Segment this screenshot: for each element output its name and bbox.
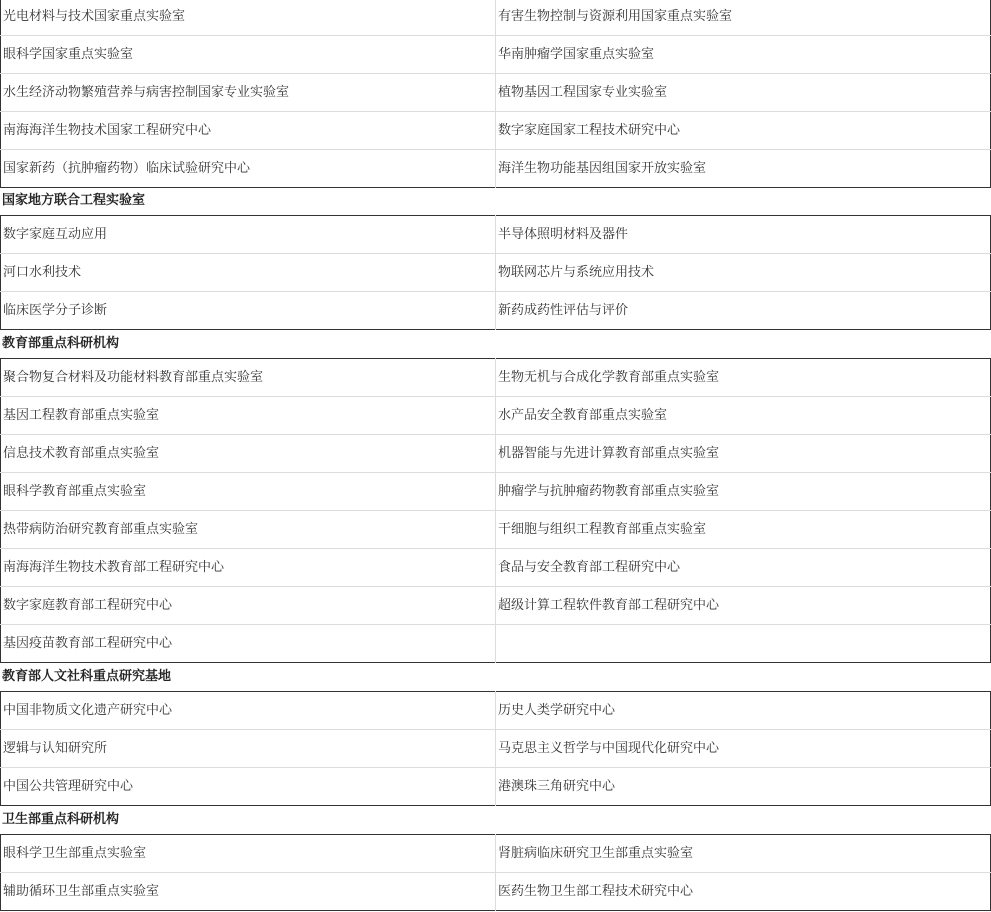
section-heading: 国家地方联合工程实验室 [2,193,146,208]
table-row [1,768,991,806]
section-joint-engineering-labs-table [0,215,991,330]
table-cell: 眼科学教育部重点实验室 [1,473,496,511]
table-cell: 物联网芯片与系统应用技术 [496,254,991,292]
section-heading: 教育部重点科研机构 [2,336,120,351]
table-cell: 热带病防治研究教育部重点实验室 [1,511,496,549]
table-cell: 光电材料与技术国家重点实验室 [1,0,496,36]
table-row [1,397,991,435]
section-heading: 教育部人文社科重点研究基地 [2,669,172,684]
table-row [1,216,991,254]
table-cell: 中国公共管理研究中心 [1,768,496,806]
table-cell: 数字家庭互动应用 [1,216,496,254]
table-row [1,150,991,188]
table-row [1,435,991,473]
table-cell: 水产品安全教育部重点实验室 [496,397,991,435]
table-row [1,692,991,730]
table-cell: 眼科学卫生部重点实验室 [1,835,496,873]
table-cell: 基因工程教育部重点实验室 [1,397,496,435]
table-cell: 水生经济动物繁殖营养与病害控制国家专业实验室 [1,74,496,112]
section-moe-key-research-table [0,358,991,663]
table-cell: 南海海洋生物技术国家工程研究中心 [1,112,496,150]
table-cell: 国家新药（抗肿瘤药物）临床试验研究中心 [1,150,496,188]
table-cell: 新药成药性评估与评价 [498,303,629,318]
section-moh-key-research-table [0,834,991,911]
table-cell: 有害生物控制与资源利用国家重点实验室 [496,0,991,36]
table-row [1,254,991,292]
table-cell: 逻辑与认知研究所 [1,730,496,768]
table-row [1,36,991,74]
table-cell: 信息技术教育部重点实验室 [1,435,496,473]
table-cell: 河口水利技术 [1,254,496,292]
table-row [1,625,991,663]
table-cell: 半导体照明材料及器件 [496,216,991,254]
table-cell: 临床医学分子诊断 [1,292,496,330]
table-row [1,730,991,768]
table-row [1,74,991,112]
table-cell: 超级计算工程软件教育部工程研究中心 [496,587,991,625]
table-cell: 数字家庭国家工程技术研究中心 [496,112,991,150]
table-cell: 海洋生物功能基因组国家开放实验室 [498,161,707,176]
table-row [1,359,991,397]
table-cell: 华南肿瘤学国家重点实验室 [496,36,991,74]
table-cell: 南海海洋生物技术教育部工程研究中心 [1,549,496,587]
table-cell: 历史人类学研究中心 [496,692,991,730]
table-row [1,549,991,587]
table-row [1,0,991,36]
table-cell-empty [496,625,991,663]
table-cell: 数字家庭教育部工程研究中心 [1,587,496,625]
table-cell: 生物无机与合成化学教育部重点实验室 [496,359,991,397]
table-cell: 中国非物质文化遗产研究中心 [1,692,496,730]
section-national-key-labs-table [0,0,991,188]
table-row [1,112,991,150]
table-cell: 辅助循环卫生部重点实验室 [1,873,496,911]
section-heading: 卫生部重点科研机构 [2,812,120,827]
section-moe-humanities-bases-table [0,691,991,806]
table-row [1,511,991,549]
table-cell: 聚合物复合材料及功能材料教育部重点实验室 [1,359,496,397]
table-row [1,473,991,511]
table-cell: 肾脏病临床研究卫生部重点实验室 [496,835,991,873]
table-cell: 眼科学国家重点实验室 [1,36,496,74]
table-row [1,835,991,873]
table-cell: 港澳珠三角研究中心 [498,779,616,794]
table-cell: 植物基因工程国家专业实验室 [496,74,991,112]
table-cell: 机器智能与先进计算教育部重点实验室 [496,435,991,473]
table-cell: 医药生物卫生部工程技术研究中心 [498,884,694,899]
table-row [1,292,991,330]
table-cell: 马克思主义哲学与中国现代化研究中心 [496,730,991,768]
table-cell: 干细胞与组织工程教育部重点实验室 [496,511,991,549]
table-cell: 食品与安全教育部工程研究中心 [496,549,991,587]
table-row [1,873,991,911]
table-row [1,587,991,625]
table-cell: 肿瘤学与抗肿瘤药物教育部重点实验室 [496,473,991,511]
table-cell: 基因疫苗教育部工程研究中心 [1,625,496,663]
